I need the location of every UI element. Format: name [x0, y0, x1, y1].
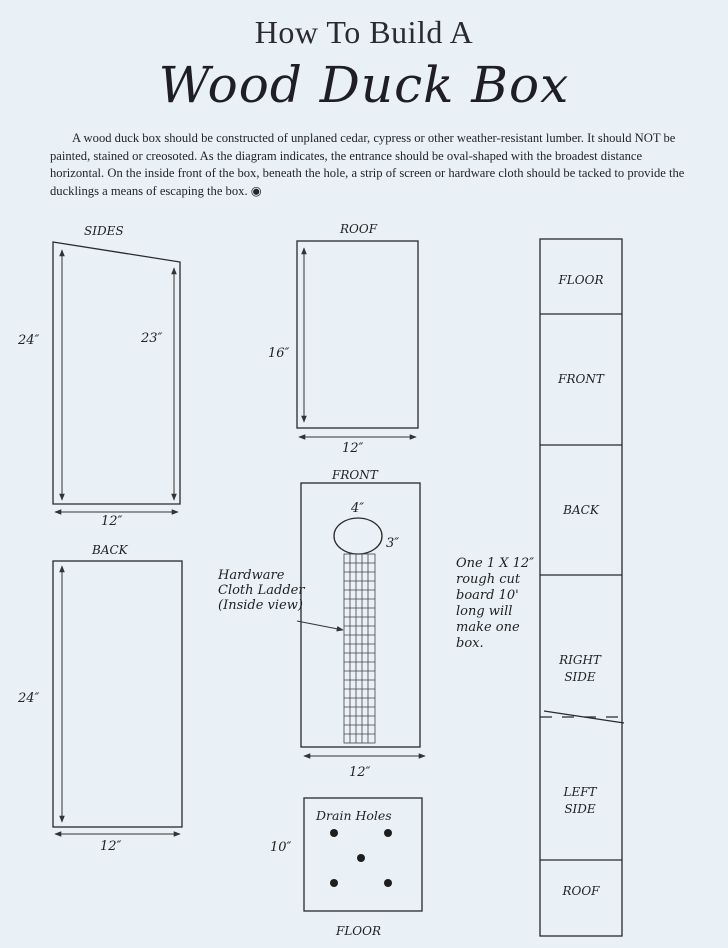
floor-label: FLOOR	[336, 924, 382, 938]
back-panel	[53, 561, 182, 827]
back-width: 12″	[100, 839, 122, 854]
drain-holes-label: Drain Holes	[316, 808, 392, 823]
roof-height: 16″	[268, 346, 290, 361]
board-segment-roof: ROOF	[562, 884, 600, 898]
hole-height: 3″	[386, 536, 400, 551]
sides-height-right: 23″	[141, 331, 163, 346]
sides-label: SIDES	[84, 224, 124, 238]
drain-hole	[384, 829, 392, 837]
floor-size: 10″	[270, 840, 292, 855]
ladder-pointer	[297, 621, 343, 630]
board-outline	[540, 239, 622, 936]
roof-panel	[297, 241, 418, 428]
sides-panel	[53, 242, 180, 504]
sides-width: 12″	[101, 514, 123, 529]
back-height: 24″	[18, 691, 40, 706]
entrance-hole	[334, 518, 382, 554]
end-mark-icon: ◉	[250, 183, 262, 198]
roof-width: 12″	[342, 441, 364, 456]
intro-text: A wood duck box should be constructed of unplaned cedar, cypress or other weather-resistant lumber. It should NOT be painted, stained or creosoted. As the diagram indicates, the entrance should be oval-shaped with the broadest distance horizontal. On the inside front of the box, beneath the hole, a strip of screen or hardware cloth should be tacked to provide the ducklings a means of escaping the box.	[50, 131, 685, 198]
hardware-cloth-ladder	[344, 554, 375, 743]
back-label: BACK	[92, 543, 128, 557]
board-segment-back: BACK	[563, 503, 599, 517]
board-segment-front: FRONT	[558, 372, 604, 386]
title-line-1: How To Build A	[254, 14, 474, 50]
front-width: 12″	[349, 765, 371, 780]
roof-label: ROOF	[340, 222, 378, 236]
drain-hole	[330, 879, 338, 887]
title-line-2: Wood Duck Box	[158, 56, 570, 114]
sides-height-left: 24″	[18, 333, 40, 348]
board-note: One 1 X 12″ rough cut board 10' long will make one box.	[456, 556, 535, 651]
drain-hole	[330, 829, 338, 837]
drain-hole	[384, 879, 392, 887]
board-segment-left-side: LEFT SIDE	[563, 785, 597, 816]
front-label: FRONT	[332, 468, 378, 482]
drain-holes	[330, 829, 392, 887]
board-segment-floor: FLOOR	[558, 273, 604, 287]
hole-width: 4″	[351, 501, 365, 516]
drain-hole	[357, 854, 365, 862]
board-segment-right-side: RIGHT SIDE	[559, 653, 601, 684]
ladder-label: Hardware Cloth Ladder (Inside view)	[218, 568, 305, 613]
front-panel	[301, 483, 420, 747]
